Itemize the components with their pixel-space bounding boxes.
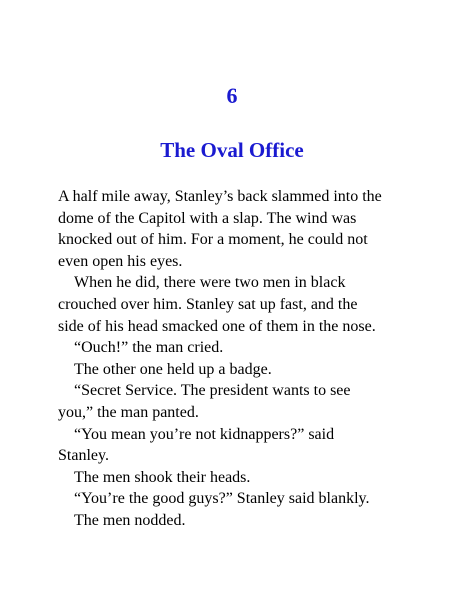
text-line: side of his head smacked one of them in the nose.	[58, 317, 376, 335]
text-line: When he did, there were two men in black	[74, 274, 346, 292]
text-line: Stanley.	[58, 447, 109, 465]
chapter-body	[58, 186, 418, 532]
text-line: you,” the man panted.	[58, 403, 199, 421]
text-line: “Secret Service. The president wants to see	[74, 382, 351, 400]
text-line: “Ouch!” the man cried.	[74, 339, 224, 357]
text-line: even open his eyes.	[58, 252, 183, 270]
text-line: knocked out of him. For a moment, he could not	[58, 231, 368, 249]
text-line: “You’re the good guys?” Stanley said blankly.	[74, 490, 370, 508]
text-line: The men nodded.	[74, 511, 186, 529]
text-line: dome of the Capitol with a slap. The wind was	[58, 209, 357, 227]
text-line: “You mean you’re not kidnappers?” said	[74, 425, 335, 443]
chapter-number: 6	[226, 83, 238, 108]
text-line: The other one held up a badge.	[74, 360, 272, 378]
text-line: A half mile away, Stanley’s back slammed into the	[58, 188, 382, 205]
text-line: The men shook their heads.	[74, 468, 251, 486]
chapter-title: The Oval Office	[160, 138, 304, 162]
text-line: crouched over him. Stanley sat up fast, and the	[58, 295, 358, 313]
